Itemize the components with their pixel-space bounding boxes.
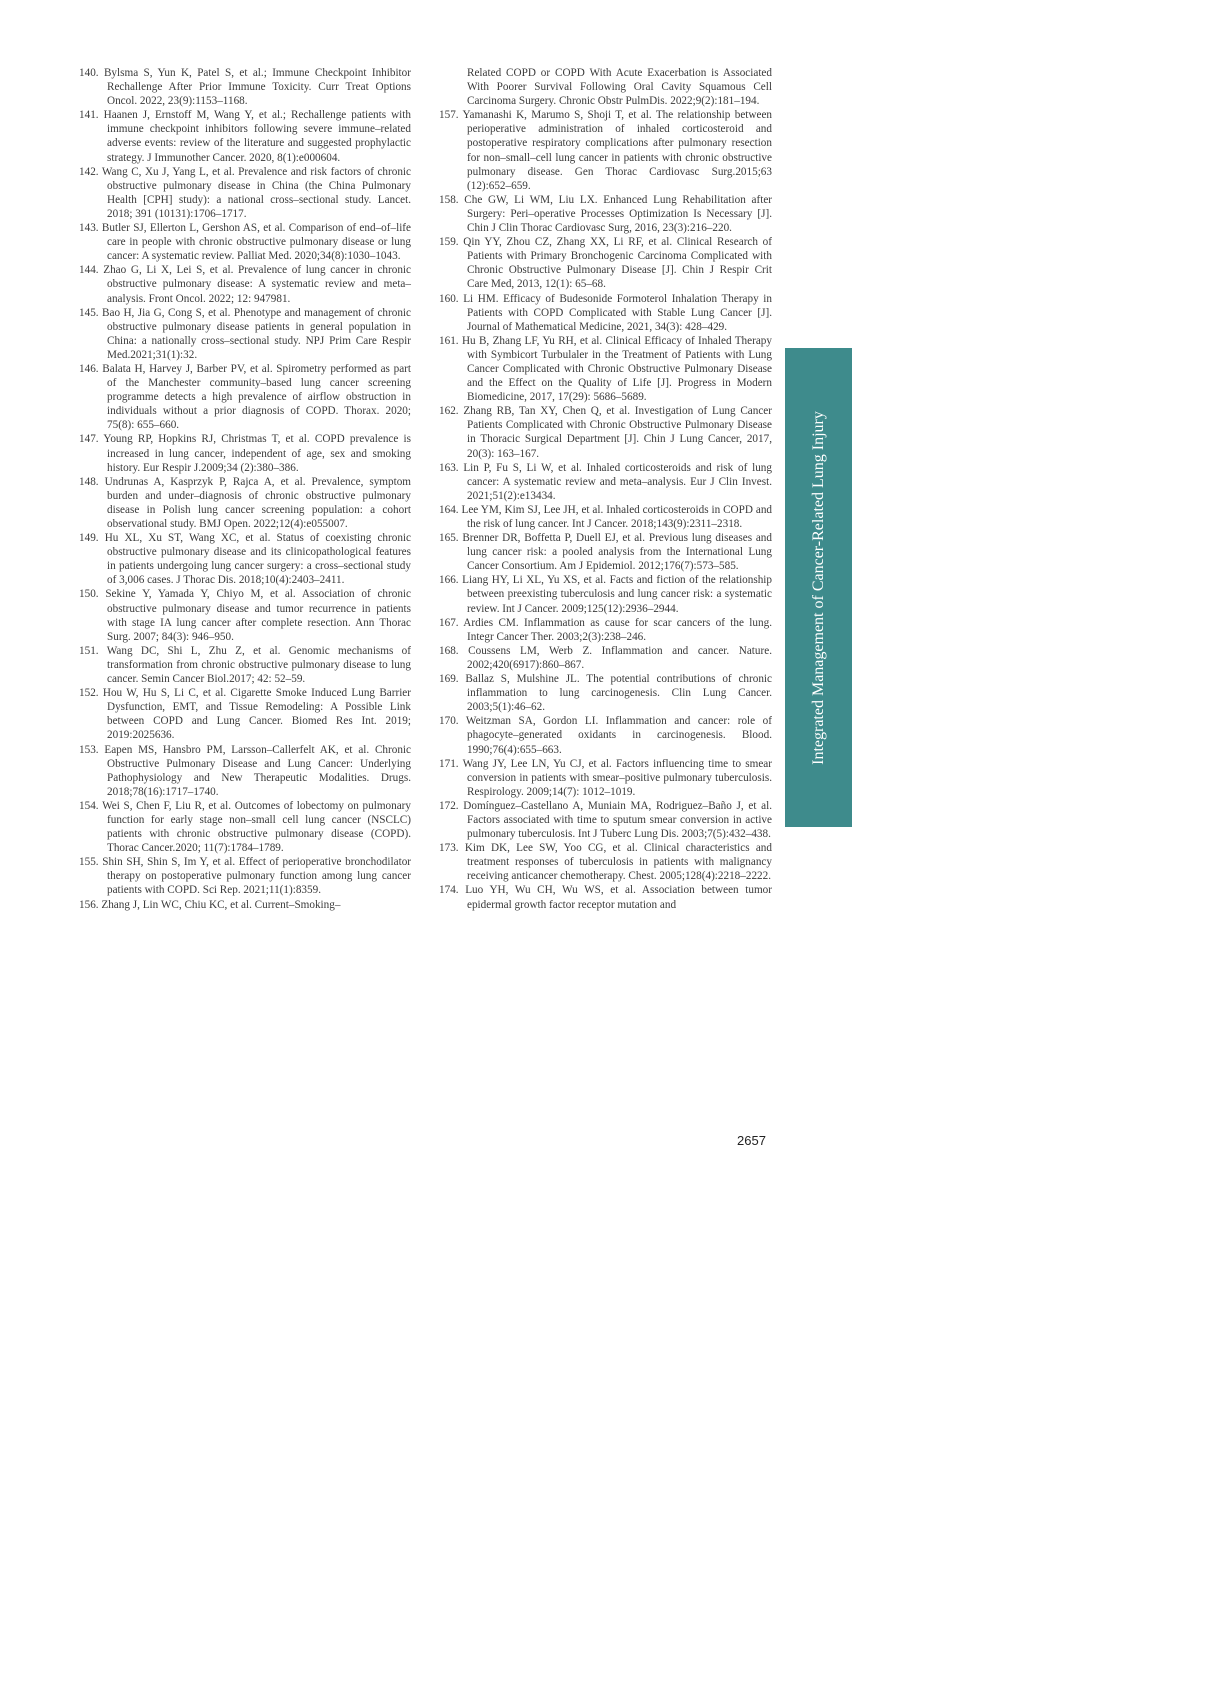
reference-text: Qin YY, Zhou CZ, Zhang XX, Li RF, et al. Clinical Research of Patients with Primary Bronchogenic Carcinoma Complicated with Chronic Obstructive Pulmonary Disease [J]. Chin J Respir Crit Care Med, 2013, 12(1): 65–68. (463, 236, 773, 291)
reference-text: Wang C, Xu J, Yang L, et al. Prevalence and risk factors of chronic obstructive pulmonary disease in China (the China Pulmonary Health [CPH] study): a national cross–sectional study. Lancet. 2018; 391 (10131):1706–1717. (101, 165, 411, 220)
reference-item (79, 362, 411, 432)
reference-number: 144. (79, 264, 99, 277)
reference-item (79, 799, 411, 855)
reference-continuation: Related COPD or COPD With Acute Exacerbation is Associated With Poorer Survival Following Oral Cavity Squamous Cell Carcinoma Surgery. Chronic Obstr PulmDis. 2022;9(2):181–194. (467, 67, 772, 108)
reference-item (439, 757, 772, 799)
reference-item (79, 743, 411, 799)
reference-number: 161. (439, 334, 459, 347)
reference-number: 165. (439, 532, 459, 545)
reference-text: Brenner DR, Boffetta P, Duell EJ, et al. Previous lung diseases and lung cancer risk: a pooled analysis from the International Lung Cancer Consortium. Am J Epidemiol. 2012;176(7):573–585. (462, 532, 772, 573)
reference-item (79, 306, 411, 362)
reference-number: 155. (79, 856, 99, 869)
reference-text: Hu B, Zhang LF, Yu RH, et al. Clinical Efficacy of Inhaled Therapy with Symbicort Turbulaler in the Treatment of Patients with Lung Cancer Complicated with Chronic Obstructive Pulmonary Disease and the Effect on the Quality of Life [J]. Progress in Modern Biomedicine, 2017, 17(29): 5686–5689. (461, 334, 772, 404)
reference-text: Kim DK, Lee SW, Yoo CG, et al. Clinical characteristics and treatment responses of tuberculosis in patients with malignancy receiving anticancer chemotherapy. Chest. 2005;128(4):2218–2222. (464, 842, 772, 883)
reference-number: 141. (79, 109, 99, 122)
reference-text: Wang DC, Shi L, Zhu Z, et al. Genomic mechanisms of transformation from chronic obstructive pulmonary disease to lung cancer. Semin Cancer Biol.2017; 42: 52–59. (106, 644, 411, 686)
reference-item (439, 841, 772, 883)
reference-text: Lin P, Fu S, Li W, et al. Inhaled corticosteroids and risk of lung cancer: A systematic review and meta–analysis. Eur J Clin Invest. 2021;51(2):e13434. (463, 461, 772, 502)
reference-number: 150. (79, 588, 99, 601)
reference-number: 145. (79, 306, 99, 319)
reference-text: Undrunas A, Kasprzyk P, Rajca A, et al. Prevalence, symptom burden and under–diagnosis of chronic obstructive pulmonary disease in Polish lung cancer screening population: a cohort observational study. BMJ Open. 2022;12(4):e055007. (104, 475, 411, 530)
reference-item (439, 644, 772, 672)
reference-item (439, 799, 772, 841)
references-left-column (79, 66, 411, 912)
reference-list (79, 66, 411, 912)
reference-item (79, 475, 411, 531)
reference-text: Zhang J, Lin WC, Chiu KC, et al. Current–Smoking– (101, 898, 341, 911)
page-number: 2657 (737, 1133, 766, 1148)
reference-number: 168. (439, 644, 459, 657)
reference-item (439, 714, 772, 756)
reference-item (79, 855, 411, 897)
reference-text: Hou W, Hu S, Li C, et al. Cigarette Smoke Induced Lung Barrier Dysfunction, EMT, and Tissue Remodeling: A Possible Link between COPD and Lung Cancer. Biomed Res Int. 2019; 2019:2025636. (102, 687, 411, 742)
reference-text: Domínguez–Castellano A, Muniain MA, Rodriguez–Baño J, et al. Factors associated with time to sputum smear conversion in active pulmonary tuberculosis. Int J Tuberc Lung Dis. 2003;7(5):432–438. (463, 799, 772, 841)
reference-number: 151. (79, 644, 99, 657)
reference-text: Hu XL, Xu ST, Wang XC, et al. Status of coexisting chronic obstructive pulmonary disease and its clinicopathological features in patients undergoing lung cancer surgery: a cross–sectional study of 3,006 cases. J Thorac Dis. 2018;10(4):2403–2411. (104, 532, 411, 587)
reference-number: 147. (79, 433, 99, 446)
reference-number: 164. (439, 503, 459, 516)
reference-item (439, 193, 772, 235)
reference-number: 169. (439, 673, 459, 686)
reference-text: Lee YM, Kim SJ, Lee JH, et al. Inhaled corticosteroids in COPD and the risk of lung cancer. Int J Cancer. 2018;143(9):2311–2318. (461, 503, 773, 530)
reference-item (79, 587, 411, 643)
reference-number: 170. (439, 715, 459, 728)
reference-number: 162. (439, 405, 459, 418)
reference-item (79, 263, 411, 305)
reference-text: Che GW, Li WM, Liu LX. Enhanced Lung Rehabilitation after Surgery: Peri–operative Processes Optimization Is Necessary [J]. Chin J Clin Thorac Cardiovasc Surg, 2016, 23(3):216–220. (464, 193, 773, 235)
reference-item (439, 883, 772, 911)
reference-text: Zhang RB, Tan XY, Chen Q, et al. Investigation of Lung Cancer Patients Complicated with Chronic Obstructive Pulmonary Disease in Thoracic Surgical Department [J]. Chin J Lung Cancer, 2017, 20(3): 163–167. (463, 405, 773, 460)
references-right-column (439, 66, 772, 912)
reference-number: 172. (439, 799, 459, 812)
reference-text: Eapen MS, Hansbro PM, Larsson–Callerfelt AK, et al. Chronic Obstructive Pulmonary Disease and Lung Cancer: Underlying Pathophysiology and New Therapeutic Modalities. Drugs. 2018;78(16):1717–1740. (104, 743, 412, 798)
reference-text: Wang JY, Lee LN, Yu CJ, et al. Factors influencing time to smear conversion in patients with smear–positive pulmonary tuberculosis. Respirology. 2009;14(7): 1012–1019. (462, 757, 772, 798)
reference-item (79, 432, 411, 474)
reference-number: 149. (79, 532, 99, 545)
reference-text: Yamanashi K, Marumo S, Shoji T, et al. The relationship between perioperative administration of inhaled corticosteroid and postoperative respiratory complications after pulmonary resection for non–small–cell lung cancer in patients with chronic obstructive pulmonary disease. Gen Thorac Cardiovasc Surg.2015;63 (12):652–659. (462, 109, 773, 192)
reference-text: Sekine Y, Yamada Y, Chiyo M, et al. Association of chronic obstructive pulmonary disease and tumor recurrence in patients with stage IA lung cancer after complete resection. Ann Thorac Surg. 2007; 84(3): 946–950. (105, 588, 411, 643)
reference-number: 166. (439, 574, 459, 587)
reference-text: Ardies CM. Inflammation as cause for scar cancers of the lung. Integr Cancer Ther. 2003;2(3):238–246. (463, 616, 772, 643)
reference-text: Balata H, Harvey J, Barber PV, et al. Spirometry performed as part of the Manchester community–based lung cancer screening programme detects a high prevalence of airflow obstruction in individuals without a prior diagnosis of COPD. Thorax. 2020; 75(8): 655–660. (102, 362, 411, 432)
reference-number: 163. (439, 461, 459, 474)
reference-item (439, 292, 772, 334)
reference-text: Ballaz S, Mulshine JL. The potential contributions of chronic inflammation to lung carcinogenesis. Clin Lung Cancer. 2003;5(1):46–62. (465, 673, 773, 714)
reference-text: Bao H, Jia G, Cong S, et al. Phenotype and management of chronic obstructive pulmonary disease patients in general population in China: a nationally cross–sectional study. NPJ Prim Care Respir Med.2021;31(1):32. (102, 306, 412, 361)
reference-item (439, 461, 772, 503)
reference-number: 167. (439, 616, 459, 629)
reference-number: 156. (79, 898, 99, 911)
reference-item (439, 108, 772, 193)
reference-number: 154. (79, 799, 99, 812)
reference-text: Zhao G, Li X, Lei S, et al. Prevalence of lung cancer in chronic obstructive pulmonary disease: A systematic review and meta–analysis. Front Oncol. 2022; 12: 947981. (103, 264, 411, 305)
reference-item (79, 221, 411, 263)
reference-number: 174. (439, 884, 459, 897)
reference-number: 171. (439, 757, 459, 770)
reference-text: Shin SH, Shin S, Im Y, et al. Effect of perioperative bronchodilator therapy on postoperative pulmonary function among lung cancer patients with COPD. Sci Rep. 2021;11(1):8359. (102, 856, 412, 897)
reference-number: 158. (439, 193, 459, 206)
reference-text: Coussens LM, Werb Z. Inflammation and cancer. Nature. 2002;420(6917):860–867. (467, 644, 772, 671)
reference-item (79, 165, 411, 221)
reference-text: Young RP, Hopkins RJ, Christmas T, et al. COPD prevalence is increased in lung cancer, independent of age, sex and smoking history. Eur Respir J.2009;34 (2):380–386. (103, 433, 411, 474)
reference-item (439, 334, 772, 404)
reference-item (79, 686, 411, 742)
reference-item (439, 503, 772, 531)
reference-number: 142. (79, 165, 99, 178)
reference-item (79, 644, 411, 686)
reference-item (79, 898, 411, 912)
reference-item (439, 672, 772, 714)
reference-list (439, 108, 772, 911)
reference-text: Liang HY, Li XL, Yu XS, et al. Facts and fiction of the relationship between preexisting tuberculosis and lung cancer risk: a systematic review. Int J Cancer. 2009;125(12):2936–2944. (462, 574, 773, 615)
reference-number: 143. (79, 222, 99, 235)
reference-number: 146. (79, 362, 99, 375)
reference-number: 159. (439, 236, 459, 249)
reference-item (439, 573, 772, 615)
reference-text: Luo YH, Wu CH, Wu WS, et al. Association between tumor epidermal growth factor receptor mutation and (465, 884, 772, 911)
reference-number: 157. (439, 109, 459, 122)
reference-text: Wei S, Chen F, Liu R, et al. Outcomes of lobectomy on pulmonary function for early stage non–small cell lung cancer (NSCLC) patients with chronic obstructive pulmonary disease (COPD). Thorac Cancer.2020; 11(7):1784–1789. (102, 799, 411, 855)
reference-item (439, 404, 772, 460)
reference-item (439, 616, 772, 644)
section-side-tab (785, 348, 852, 827)
reference-number: 173. (439, 842, 459, 855)
reference-text: Weitzman SA, Gordon LI. Inflammation and cancer: role of phagocyte–generated oxidants in carcinogenesis. Blood. 1990;76(4):655–663. (465, 715, 772, 756)
reference-number: 160. (439, 292, 459, 305)
reference-item (439, 235, 772, 291)
reference-text: Haanen J, Ernstoff M, Wang Y, et al.; Rechallenge patients with immune checkpoint inhibitors following severe immune–related adverse events: review of the literature and suggested prophylactic strategy. J Immunother Cancer. 2020, 8(1):e000604. (103, 109, 411, 164)
reference-text: Bylsma S, Yun K, Patel S, et al.; Immune Checkpoint Inhibitor Rechallenge After Prior Immune Toxicity. Curr Treat Options Oncol. 2022, 23(9):1153–1168. (103, 67, 411, 108)
section-side-tab-title: Integrated Management of Cancer-Related Lung Injury (809, 410, 827, 765)
reference-item (79, 108, 411, 164)
reference-number: 148. (79, 475, 99, 488)
reference-text: Butler SJ, Ellerton L, Gershon AS, et al. Comparison of end–of–life care in people with chronic obstructive pulmonary disease or lung cancer: A systematic review. Palliat Med. 2020;34(8):1030–1043. (101, 222, 412, 263)
reference-number: 140. (79, 67, 99, 79)
reference-text: Li HM. Efficacy of Budesonide Formoterol Inhalation Therapy in Patients with COPD Complicated with Stable Lung Cancer [J]. Journal of Mathematical Medicine, 2021, 34(3): 428–429. (463, 292, 773, 333)
reference-item (79, 66, 411, 108)
reference-item (79, 531, 411, 587)
reference-item (439, 531, 772, 573)
reference-number: 152. (79, 687, 99, 700)
reference-number: 153. (79, 743, 99, 756)
